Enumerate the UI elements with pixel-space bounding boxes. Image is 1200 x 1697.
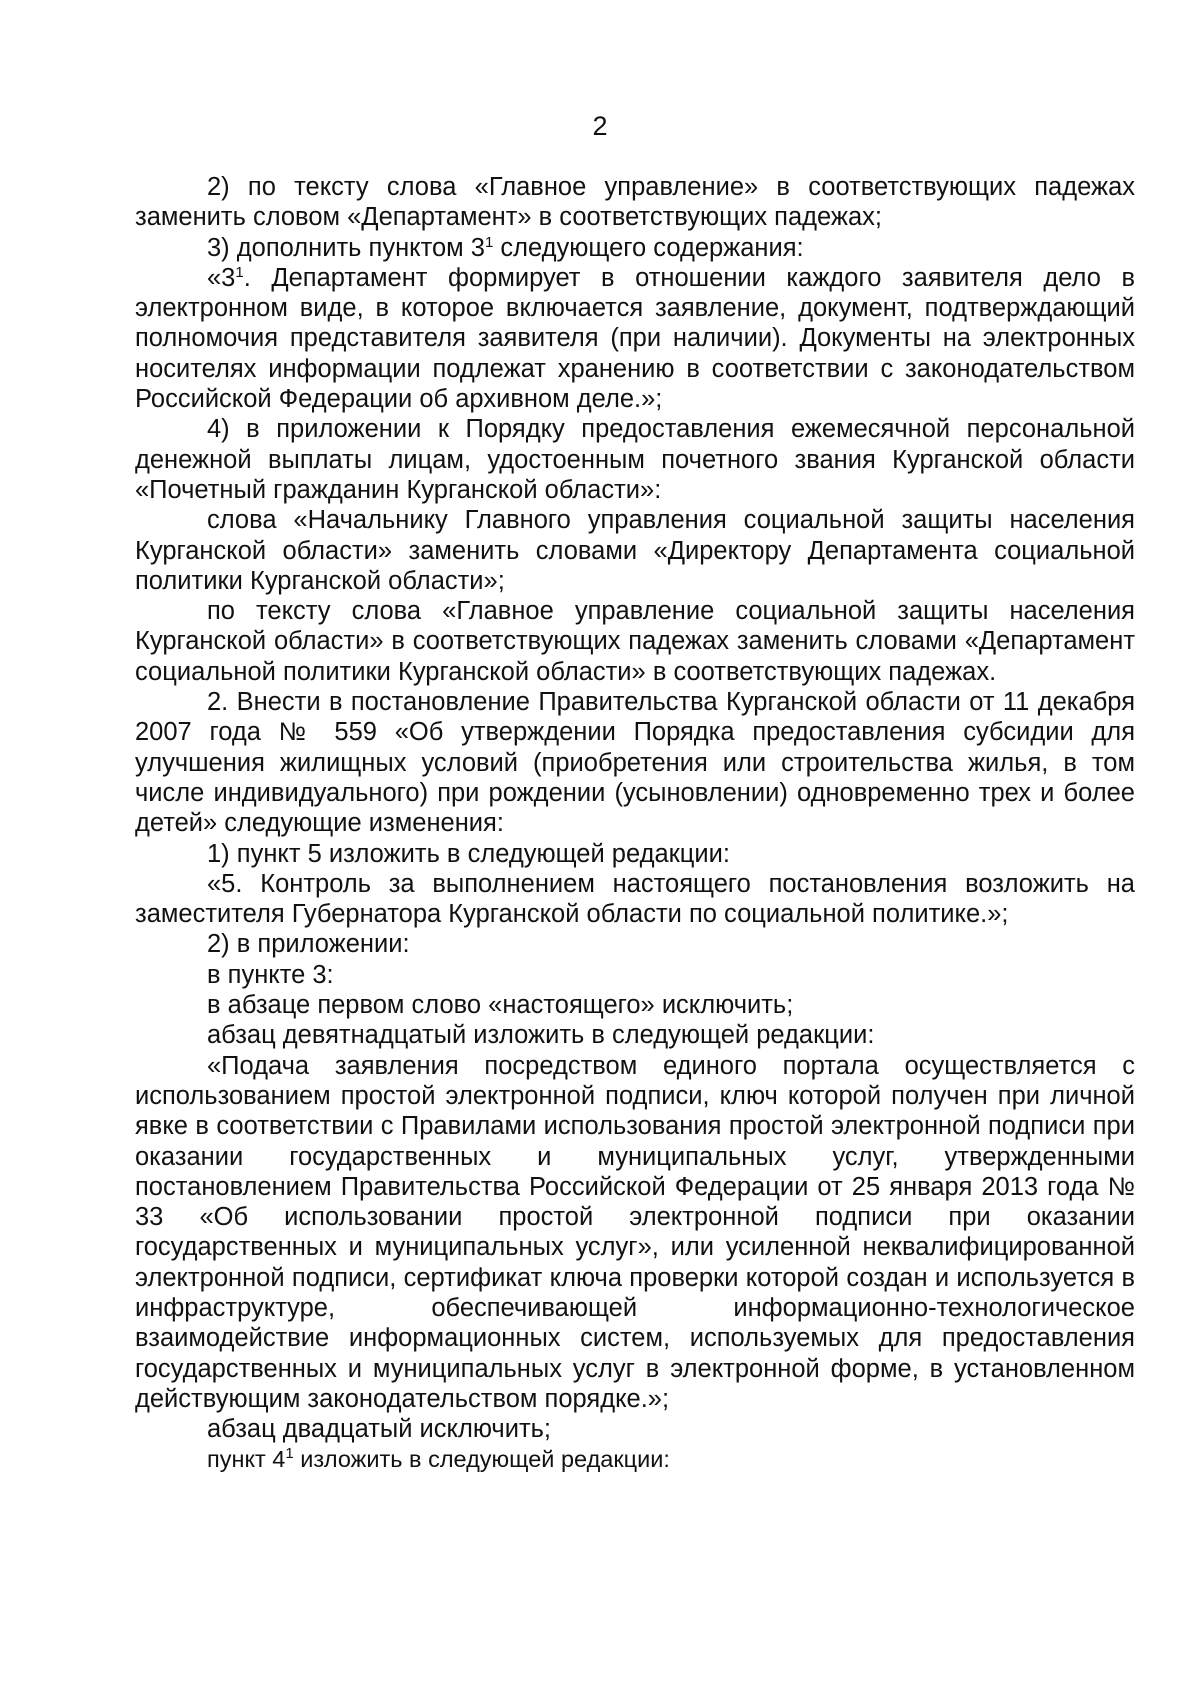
paragraph-text: . Департамент формирует в отношении каждого заявителя дело в электронном виде, в которое включается заявление, документ, подтверждающий полномочия представителя заявителя (при наличии). Документы на электронных носителях информации подлежат хранению в соответствии с законодательством Российской Федерации об архивном деле.»; [135,263,1135,414]
paragraph-in-appendix: 2) в приложении: [207,930,410,959]
superscript-index: 1 [484,233,494,251]
paragraph-amend-resolution-559: 2. Внести в постановление Правительства Курганской области от 11 декабря 2007 года № 559 «Об утверждении Порядка предоставления субсидии для улучшения жилищных условий (приобретения или строительства жилья, в том числе индивидуального) при рождении (усыновлении) одновременно трех и более детей» следующие изменения: [135,688,1135,838]
paragraph-text: 3) дополнить пунктом 3 [207,233,485,262]
page-number: 2 [592,111,608,141]
paragraph-text: пункт 4 [207,1446,286,1473]
paragraph-appendix-order: 4) в приложении к Порядку предоставления ежемесячной персональной денежной выплаты лицам, удостоенным почетного звания Курганской области «Почетный гражданин Курганской области»: [135,415,1135,504]
paragraph-text: «3 [207,263,236,292]
paragraph-text: следующего содержания: [493,233,804,262]
paragraph-replace-department-name: по тексту слова «Главное управление социальной защиты населения Курганской области» в соответствующих падежах заменить словами «Департамент социальной политики Курганской области» в соответствующих падежах. [135,597,1135,686]
document-body [135,172,1135,1475]
paragraph-in-point-3: в пункте 3: [207,960,334,989]
paragraph-add-clause [135,233,1135,263]
paragraph-clause-3-1 [135,263,1135,414]
paragraph-replace-term: 2) по тексту слова «Главное управление» в соответствующих падежах заменить словом «Департамент» в соответствующих падежах; [135,173,1135,232]
paragraph-application-submission: «Подача заявления посредством единого портала осуществляется с использованием простой электронной подписи, ключ которой получен при личной явке в соответствии с Правилами использования простой электронной подписи при оказании государственных и муниципальных услуг, утвержденными постановлением Правительства Российской Федерации от 25 января 2013 года № 33 «Об использовании простой электронной подписи при оказании государственных и муниципальных услуг», или усиленной неквалифицированной электронной подписи, сертификат ключа проверки которой создан и используется в инфраструктуре, обеспечивающей информационно-технологическое взаимодействие информационных систем, используемых для предоставления государственных и муниципальных услуг в электронной форме, в установленном действующим законодательством порядке.»; [135,1051,1135,1413]
paragraph-replace-head-title: слова «Начальнику Главного управления социальной защиты населения Курганской области» заменить словами «Директору Департамента социальной политики Курганской области»; [135,506,1135,595]
superscript-index: 1 [285,1445,294,1463]
paragraph-control-clause: «5. Контроль за выполнением настоящего постановления возложить на заместителя Губернатора Курганской области по социальной политике.»; [135,869,1135,929]
paragraph-nineteenth-abzac: абзац девятнадцатый изложить в следующей редакции: [207,1021,875,1050]
paragraph-text: изложить в следующей редакции: [293,1446,670,1473]
paragraph-first-abzac: в абзаце первом слово «настоящего» исключить; [207,991,794,1020]
paragraph-twentieth-abzac: абзац двадцатый исключить; [207,1415,552,1444]
superscript-index: 1 [235,263,244,281]
paragraph-point-4-1 [135,1444,1135,1474]
paragraph-point-5: 1) пункт 5 изложить в следующей редакции: [207,839,730,868]
